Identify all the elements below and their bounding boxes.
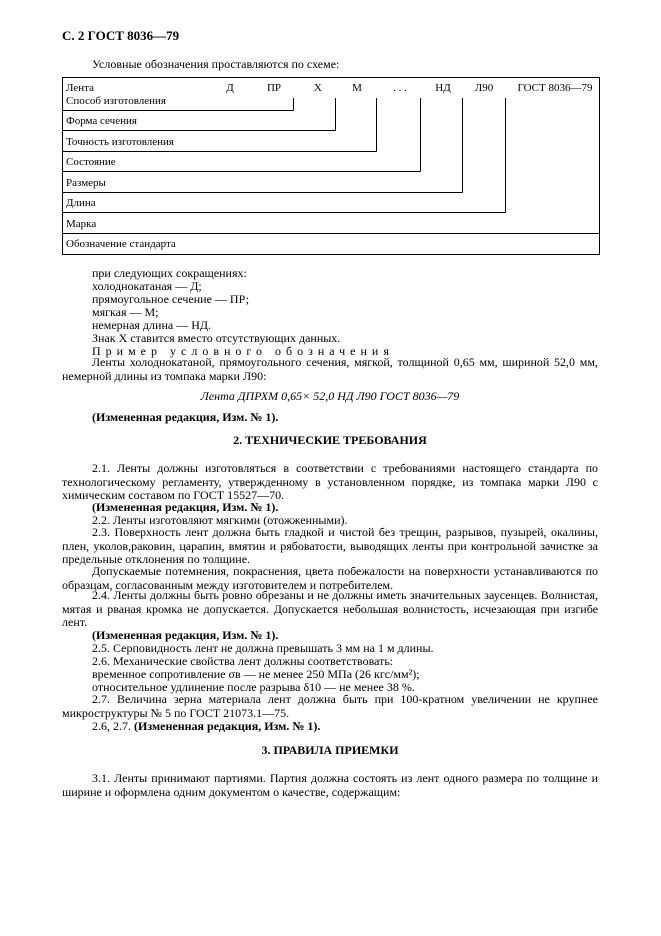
scheme-code: М (352, 82, 362, 94)
amendment-note: (Измененная редакция, Изм. № 1). (92, 628, 279, 642)
abbr-line: мягкая — М; (92, 305, 159, 319)
example-designation: Лента ДПРХМ 0,65× 52,0 НД Л90 ГОСТ 8036—79 (200, 389, 460, 403)
amendment-prefix: 2.6, 2.7. (92, 719, 131, 733)
scheme-intro: Условные обозначения проставляются по схеме: (92, 57, 340, 71)
paragraph-2-2: 2.2. Ленты изготовляют мягкими (отожженными). (92, 513, 348, 527)
paragraph-2-3-b: Допускаемые потемнения, покраснения, цвета побежалости на поверхности устанавливаются по образцам, согласованным между изготовителем и потребителем. (62, 564, 598, 592)
scheme-code: ГОСТ 8036—79 (517, 82, 593, 94)
page-header: С. 2 ГОСТ 8036—79 (62, 28, 180, 43)
amendment-note: (Измененная редакция, Изм. № 1). (92, 410, 279, 424)
paragraph-3-1: 3.1. Ленты принимают партиями. Партия должна состоять из лент одного размера по толщине и ширине и оформлена одним документом о качестве, содержащим: (62, 771, 598, 799)
scheme-code: Д (226, 82, 234, 94)
paragraph-2-6: 2.6. Механические свойства лент должны соответствовать: (92, 654, 394, 668)
scheme-code: Л90 (474, 82, 494, 94)
example-title: Пример условного обозначения (92, 344, 394, 358)
paragraph-2-7: 2.7. Величина зерна материала лент должна быть при 100-кратном увеличении не крупнее микроструктуры № 5 по ГОСТ 21073.1—75. (62, 692, 598, 720)
scheme-label: Точность изготовления (66, 136, 174, 148)
paragraph-2-6-b: относительное удлинение после разрыва δ10 — не менее 38 %. (92, 680, 415, 694)
scheme-code: . . . (393, 82, 407, 94)
abbr-line: прямоугольное сечение — ПР; (92, 292, 250, 306)
section-heading: 3. ПРАВИЛА ПРИЕМКИ (261, 743, 399, 757)
scheme-first-label: Лента (66, 82, 94, 94)
scheme-label: Марка (66, 218, 97, 230)
amendment-note: (Измененная редакция, Изм. № 1). (92, 500, 279, 514)
scheme-code: ПР (266, 82, 282, 94)
scheme-label: Длина (66, 197, 96, 209)
scheme-label: Размеры (66, 177, 106, 189)
amendment-note-2-6-2-7 (92, 719, 320, 733)
abbr-line: холоднокатаная — Д; (92, 279, 202, 293)
scheme-label: Способ изготовления (66, 95, 166, 107)
scheme-code: Х (314, 82, 322, 94)
paragraph-2-5: 2.5. Серповидность лент не должна превышать 3 мм на 1 м длины. (92, 641, 434, 655)
scheme-label: Состояние (66, 156, 116, 168)
scheme-code: НД (435, 82, 451, 94)
scheme-label: Форма сечения (66, 115, 137, 127)
abbr-line: немерная длина — НД. (92, 318, 212, 332)
amendment-text: (Измененная редакция, Изм. № 1). (134, 719, 321, 733)
paragraph-2-6-a: временное сопротивление σв — не менее 250 МПа (26 кгс/мм²); (92, 667, 420, 681)
scheme-lines (0, 0, 661, 260)
paragraph-2-1: 2.1. Ленты должны изготовляться в соответствии с требованиями настоящего стандарта по технологическому регламенту, утвержденному в установленном порядке, из томпака марки Л90 с химическим составом по ГОСТ 15527—70. (62, 461, 598, 503)
section-heading: 2. ТЕХНИЧЕСКИЕ ТРЕБОВАНИЯ (233, 433, 427, 447)
paragraph-2-3: 2.3. Поверхность лент должна быть гладкой и чистой без трещин, разрывов, пузырей, окалины, плен, уколов,раковин, царапин, вмятин и рябоватости, выводящих ленты при контрольной зачистке за предельные отклонения по толщине. (62, 525, 598, 567)
abbr-line: Знак Х ставится вместо отсутствующих данных. (92, 331, 341, 345)
paragraph-2-4: 2.4. Ленты должны быть ровно обрезаны и не должны иметь значительных заусенцев. Волнистая, мятая и рваная кромка не допускается. Допускается небольшая волнистость, исчезающая при изгибе лент. (62, 588, 598, 630)
abbr-line: при следующих сокращениях: (92, 266, 247, 280)
example-text: Ленты холоднокатаной, прямоугольного сечения, мягкой, толщиной 0,65 мм, шириной 52,0 мм, немерной длины из томпака марки Л90: (62, 355, 598, 383)
scheme-label: Обозначение стандарта (66, 238, 176, 250)
